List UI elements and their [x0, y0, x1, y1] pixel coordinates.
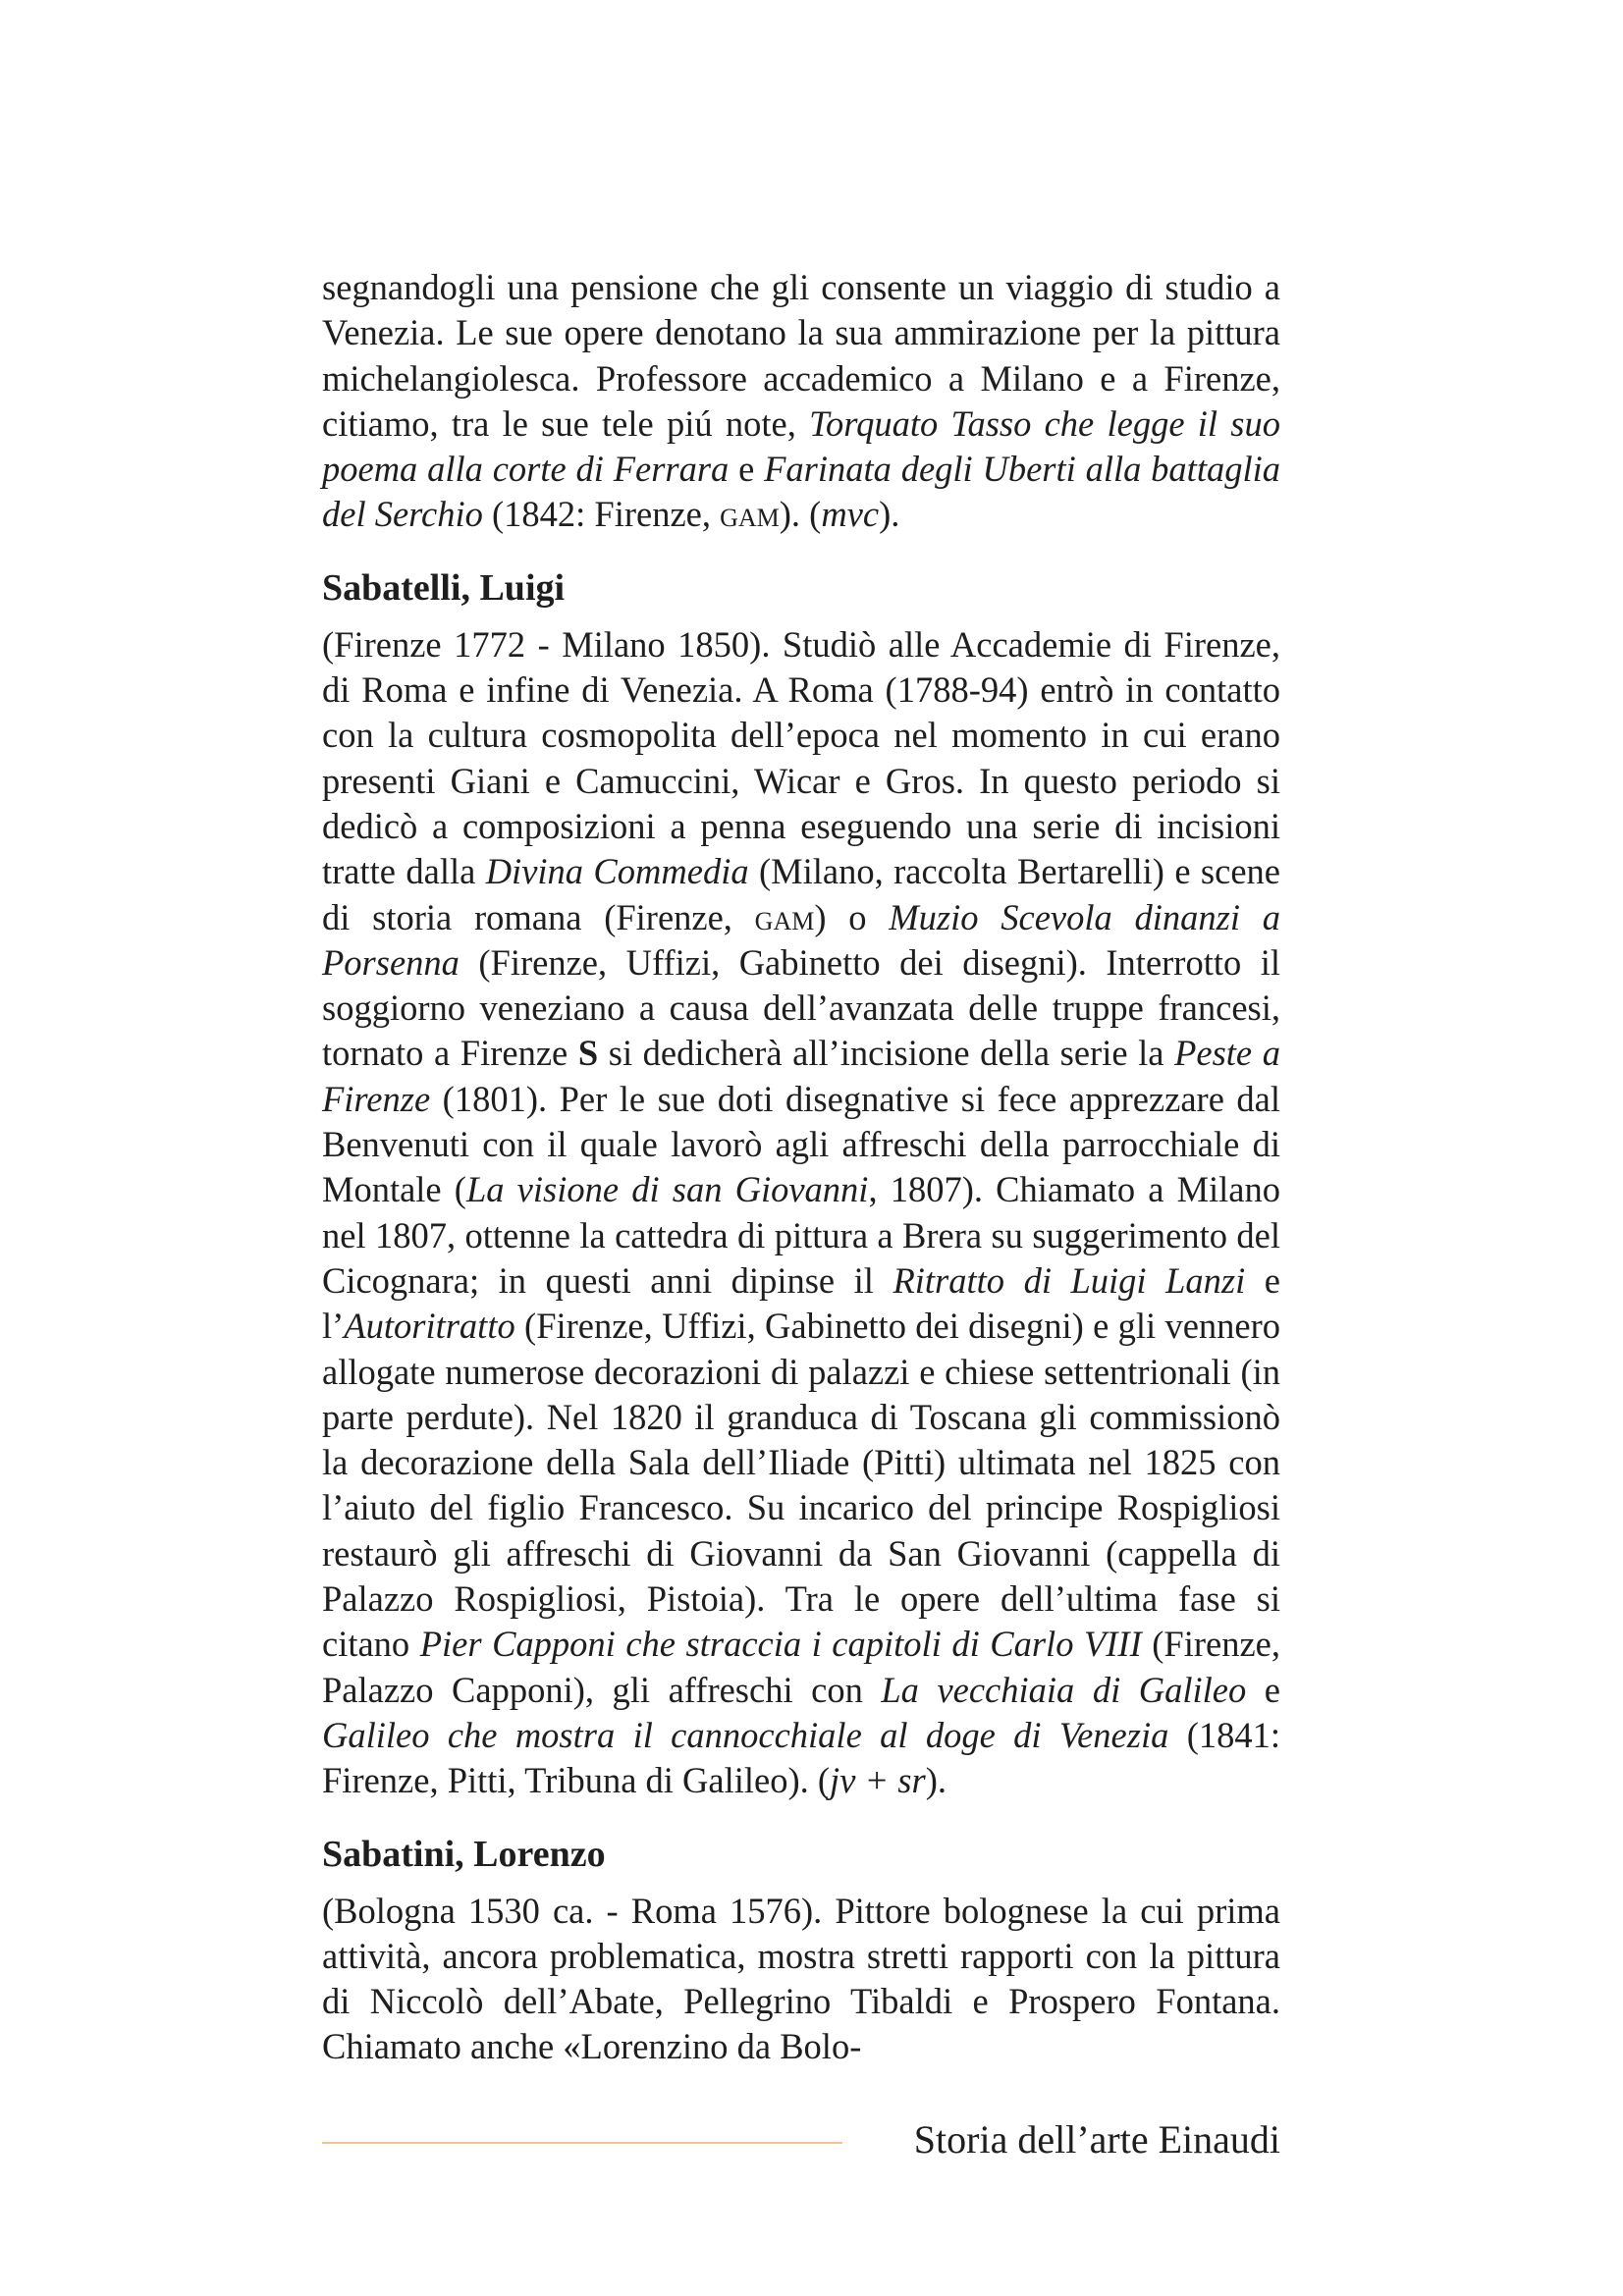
- smallcaps-run: gam: [720, 494, 780, 535]
- text-run: e l’: [322, 1259, 1280, 1347]
- text-run: si dedicherà all’incisione della serie la: [598, 1033, 1175, 1074]
- text-run: (Firenze, Palazzo Capponi), gli affreschi con: [322, 1624, 1280, 1710]
- text-run: (1841: Firenze, Pitti, Tribuna di Galileo). (: [322, 1714, 1280, 1801]
- text-run: (Bologna 1530 ca. - Roma 1576). Pittore bolognese la cui prima attività, ancora problematica, mostra stretti rapporti con la pittura di Niccolò dell’Abate, Pellegrino Tibaldi e Prospero Fontana. Chiamato anche «Lorenzino da Bolo-: [322, 1890, 1280, 2067]
- italic-run: Muzio Scevola dinanzi a Porsenna: [322, 896, 1281, 983]
- italic-run: Farinata degli Uberti alla battaglia del Serchio: [322, 449, 1280, 535]
- text-run: (Milano, raccolta Bertarelli) e scene di storia romana (Firenze,: [322, 851, 1280, 937]
- text-run: , 1807). Chiamato a Milano nel 1807, ottenne la cattedra di pittura a Brera su suggerimento del Cicognara; in questi anni dipinse il: [322, 1169, 1281, 1301]
- entry-sabatini-text: [322, 1889, 1280, 2070]
- italic-run: La vecchiaia di Galileo: [881, 1669, 1247, 1710]
- footer-title: Storia dell’arte Einaudi: [913, 2117, 1280, 2162]
- text-run: segnandogli una pensione che gli consente un viaggio di studio a Venezia. Le sue opere denotano la sua ammirazione per la pittura michelangiolesca. Professore accademico a Milano e a Firenze, citiamo, tra le sue tele piú note,: [322, 267, 1280, 444]
- italic-run: Divina Commedia: [485, 851, 749, 892]
- italic-run: Torquato Tasso che legge il suo poema alla corte di Ferrara: [322, 402, 1280, 490]
- italic-run: mvc: [821, 494, 880, 535]
- text-run: (1801). Per le sue doti disegnative si fece apprezzare dal Benvenuti con il quale lavorò agli affreschi della parrocchiale di Montale (: [322, 1078, 1280, 1210]
- page-body: [322, 265, 1280, 2070]
- italic-run: Ritratto di Luigi Lanzi: [893, 1259, 1246, 1301]
- text-run: ).: [879, 494, 900, 535]
- italic-run: Autoritratto: [344, 1306, 515, 1347]
- text-run: (1842: Firenze,: [482, 494, 721, 535]
- text-run: (Firenze, Uffizi, Gabinetto dei disegni). Interrotto il soggiorno veneziano a causa dell’avanzata delle truppe francesi, tornato a Firenze: [322, 941, 1280, 1074]
- text-run: ).: [925, 1760, 947, 1801]
- entry-heading-sabatelli: Sabatelli, Luigi: [322, 566, 566, 609]
- text-run: (Firenze 1772 - Milano 1850). Studiò alle Accademie di Firenze, di Roma e infine di Venezia. A Roma (1788-94) entrò in contatto con la cultura cosmopolita dell’epoca nel momento in cui erano presenti Giani e Camuccini, Wicar e Gros. In questo periodo si dedicò a composizioni a penna eseguendo una serie di incisioni tratte dalla: [322, 623, 1280, 892]
- italic-run: Galileo che mostra il cannocchiale al doge di Venezia: [322, 1714, 1169, 1755]
- bold-run: S: [577, 1033, 599, 1074]
- entry-intro-text: [322, 265, 1280, 538]
- italic-run: Peste a Firenze: [322, 1033, 1280, 1119]
- page-footer: [322, 2112, 1280, 2171]
- text-run: (Firenze, Uffizi, Gabinetto dei disegni) e gli vennero allogate numerose decorazioni di palazzi e chiese settentrionali (in parte perdute). Nel 1820 il granduca di Toscana gli commissionò la decorazione della Sala dell’Iliade (Pitti) ultimata nel 1825 con l’aiuto del figlio Francesco. Su incarico del principe Rospigliosi restaurò gli affreschi di Giovanni da San Giovanni (cappella di Palazzo Rospigliosi, Pistoia). Tra le opere dell’ultima fase si citano: [322, 1306, 1280, 1665]
- italic-run: Pier Capponi che straccia i capitoli di Carlo VIII: [419, 1624, 1142, 1665]
- text-run: ) o: [814, 896, 890, 937]
- text-run: ). (: [779, 494, 822, 535]
- italic-run: jv + sr: [830, 1760, 926, 1801]
- text-run: e: [729, 449, 765, 490]
- italic-run: La visione di san Giovanni: [465, 1169, 869, 1210]
- text-run: e: [1246, 1669, 1280, 1710]
- entry-sabatelli-text: [322, 622, 1280, 1804]
- entry-heading-sabatini: Sabatini, Lorenzo: [322, 1833, 606, 1875]
- footer-rule: [322, 2142, 842, 2144]
- smallcaps-run: gam: [754, 896, 815, 937]
